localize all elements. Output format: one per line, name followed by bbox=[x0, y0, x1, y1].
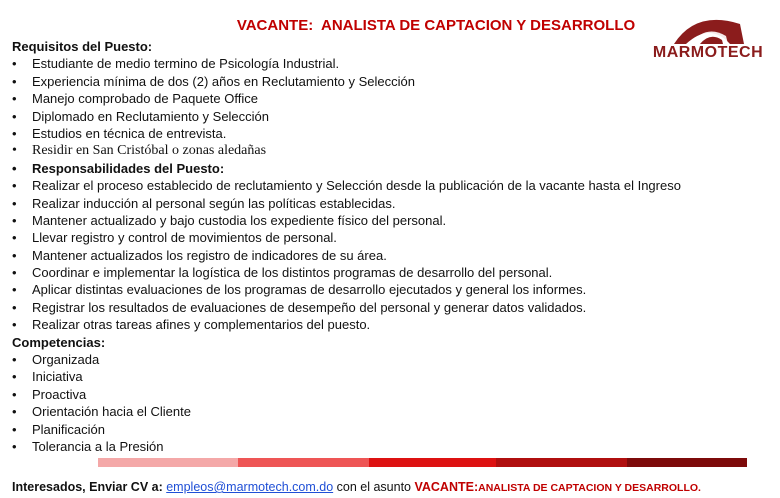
bullet: • bbox=[12, 369, 17, 385]
list-item bbox=[12, 55, 712, 72]
list-item-text: Coordinar e implementar la logística de los distintos programas de desarrollo del personal. bbox=[32, 265, 553, 281]
list-item-text: Iniciativa bbox=[32, 369, 83, 385]
footer-middle: con el asunto bbox=[333, 480, 415, 494]
list-item bbox=[12, 281, 712, 298]
email-link[interactable]: empleos@marmotech.com.do bbox=[166, 480, 334, 494]
list-item bbox=[12, 229, 712, 246]
list-item-text: Aplicar distintas evaluaciones de los programas de desarrollo ejecutados y general los informes. bbox=[32, 282, 587, 298]
list-item-text: Estudios en técnica de entrevista. bbox=[32, 125, 227, 141]
list-item bbox=[12, 108, 712, 125]
color-bar-segment bbox=[496, 458, 627, 467]
list-item bbox=[12, 403, 712, 420]
list-item bbox=[12, 264, 712, 281]
list-item-text: Mantener actualizados los registro de indicadores de su área. bbox=[32, 247, 387, 263]
footer-prefix: Interesados, Enviar CV a: bbox=[12, 480, 167, 494]
bullet: • bbox=[12, 265, 17, 281]
bullet: • bbox=[12, 299, 17, 315]
color-bar-segment bbox=[627, 458, 747, 467]
list-item-text: Orientación hacia el Cliente bbox=[32, 404, 191, 420]
list-item-text: Experiencia mínima de dos (2) años en Reclutamiento y Selección bbox=[32, 73, 415, 89]
responsabilidades-list bbox=[12, 177, 712, 334]
bullet: • bbox=[12, 56, 17, 72]
competencias-heading: Competencias: bbox=[12, 334, 106, 350]
list-item bbox=[12, 73, 712, 90]
list-item bbox=[12, 142, 712, 159]
list-item-text: Realizar inducción al personal según las políticas establecidas. bbox=[32, 195, 396, 211]
footer-subject-a: VACANTE: bbox=[414, 480, 479, 494]
bullet: • bbox=[12, 317, 17, 333]
list-item bbox=[12, 421, 712, 438]
footer bbox=[12, 480, 701, 494]
bullet: • bbox=[12, 125, 17, 141]
bullet: • bbox=[12, 247, 17, 263]
list-item bbox=[12, 177, 712, 194]
competencias-list bbox=[12, 351, 712, 455]
bullet: • bbox=[12, 143, 17, 159]
list-item-text: Residir en San Cristóbal o zonas aledañas bbox=[32, 143, 267, 159]
list-item bbox=[12, 316, 712, 333]
job-description bbox=[12, 38, 712, 455]
list-item bbox=[12, 351, 712, 368]
list-item-text: Planificación bbox=[32, 421, 105, 437]
bullet: • bbox=[12, 438, 17, 454]
color-bar-segment bbox=[238, 458, 369, 467]
bullet: • bbox=[12, 230, 17, 246]
bullet: • bbox=[12, 178, 17, 194]
bullet: • bbox=[12, 404, 17, 420]
list-item bbox=[12, 438, 712, 455]
list-item bbox=[12, 299, 712, 316]
color-bar-segment bbox=[98, 458, 238, 467]
list-item-text: Diplomado en Reclutamiento y Selección bbox=[32, 108, 270, 124]
list-item-text: Mantener actualizado y bajo custodia los expediente físico del personal. bbox=[32, 212, 447, 228]
responsabilidades-heading bbox=[12, 160, 712, 177]
bullet: • bbox=[12, 91, 17, 107]
bullet: • bbox=[12, 282, 17, 298]
bullet: • bbox=[12, 195, 17, 211]
list-item-text: Estudiante de medio termino de Psicología Industrial. bbox=[32, 56, 340, 72]
list-item-text: Tolerancia a la Presión bbox=[32, 438, 164, 454]
color-bar-segment bbox=[369, 458, 496, 467]
list-item bbox=[12, 368, 712, 385]
footer-subject-b: ANALISTA DE CAPTACION Y DESARROLLO. bbox=[478, 482, 701, 494]
list-item-text: Registrar los resultados de evaluaciones de desempeño del personal y generar datos validados. bbox=[32, 299, 587, 315]
logo-text: MARMOTECH bbox=[652, 44, 764, 61]
list-item-text: Manejo comprobado de Paquete Office bbox=[32, 91, 258, 107]
requisitos-list bbox=[12, 55, 712, 159]
list-item bbox=[12, 90, 712, 107]
bullet: • bbox=[12, 73, 17, 89]
list-item-text: Proactiva bbox=[32, 386, 87, 402]
bullet: • bbox=[12, 108, 17, 124]
list-item bbox=[12, 247, 712, 264]
bullet: • bbox=[12, 160, 17, 176]
list-item bbox=[12, 386, 712, 403]
responsabilidades-heading-text: Responsabilidades del Puesto: bbox=[32, 160, 225, 176]
list-item-text: Realizar el proceso establecido de reclutamiento y Selección desde la publicación de la vacante hasta el Ingreso bbox=[32, 178, 681, 194]
requisitos-heading: Requisitos del Puesto: bbox=[12, 39, 153, 54]
list-item-text: Llevar registro y control de movimientos de personal. bbox=[32, 230, 337, 246]
list-item-text: Realizar otras tareas afines y complementarios del puesto. bbox=[32, 317, 371, 333]
bullet: • bbox=[12, 352, 17, 368]
bullet: • bbox=[12, 421, 17, 437]
bullet: • bbox=[12, 386, 17, 402]
bullet: • bbox=[12, 212, 17, 228]
list-item bbox=[12, 195, 712, 212]
page-title: VACANTE: ANALISTA DE CAPTACION Y DESARROLLO bbox=[236, 17, 636, 34]
list-item bbox=[12, 125, 712, 142]
list-item bbox=[12, 212, 712, 229]
list-item-text: Organizada bbox=[32, 352, 100, 368]
